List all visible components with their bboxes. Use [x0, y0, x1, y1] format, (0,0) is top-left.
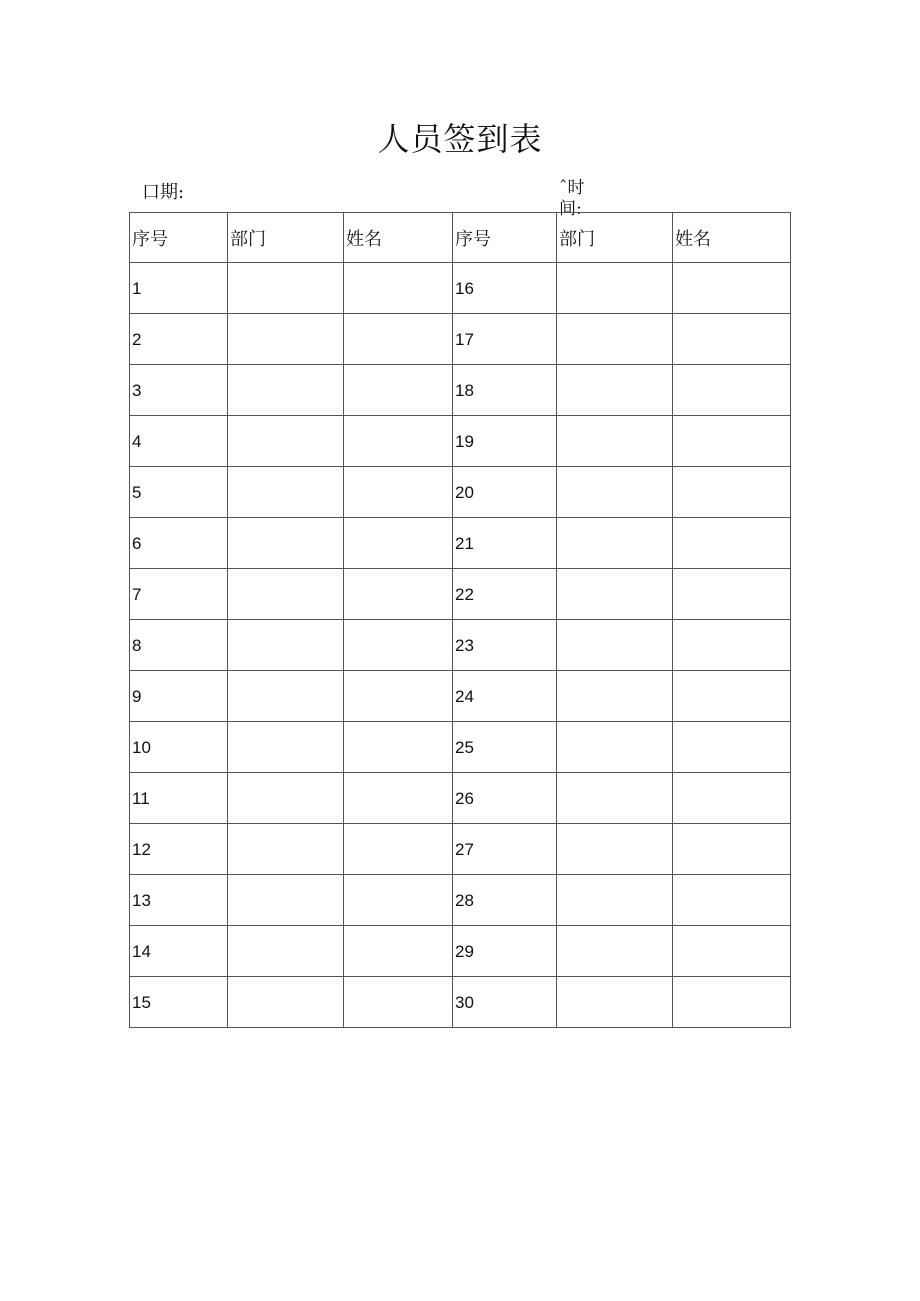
- name-cell[interactable]: [344, 416, 453, 467]
- table-row: [130, 824, 791, 875]
- department-cell[interactable]: [557, 314, 673, 365]
- serial-cell: 13: [130, 875, 228, 926]
- department-cell[interactable]: [557, 365, 673, 416]
- department-cell[interactable]: [228, 569, 344, 620]
- name-cell[interactable]: [344, 365, 453, 416]
- name-cell[interactable]: [344, 875, 453, 926]
- department-cell[interactable]: [557, 518, 673, 569]
- serial-cell: 20: [453, 467, 557, 518]
- table-row: [130, 518, 791, 569]
- department-cell[interactable]: [557, 875, 673, 926]
- header-department-right: 部门: [557, 213, 673, 263]
- department-cell[interactable]: [557, 263, 673, 314]
- department-cell[interactable]: [228, 977, 344, 1028]
- time-label: ˆ时间:: [559, 178, 585, 219]
- department-cell[interactable]: [557, 620, 673, 671]
- serial-cell: 19: [453, 416, 557, 467]
- department-cell[interactable]: [557, 569, 673, 620]
- sign-in-table: [129, 212, 791, 1028]
- department-cell[interactable]: [228, 671, 344, 722]
- department-cell[interactable]: [228, 263, 344, 314]
- serial-cell: 11: [130, 773, 228, 824]
- name-cell[interactable]: [673, 722, 791, 773]
- department-cell[interactable]: [557, 467, 673, 518]
- serial-cell: 12: [130, 824, 228, 875]
- name-cell[interactable]: [344, 569, 453, 620]
- name-cell[interactable]: [673, 416, 791, 467]
- table-row: [130, 365, 791, 416]
- name-cell[interactable]: [673, 875, 791, 926]
- department-cell[interactable]: [228, 416, 344, 467]
- department-cell[interactable]: [228, 824, 344, 875]
- table-row: [130, 467, 791, 518]
- name-cell[interactable]: [673, 824, 791, 875]
- name-cell[interactable]: [673, 977, 791, 1028]
- department-cell[interactable]: [228, 875, 344, 926]
- department-cell[interactable]: [228, 773, 344, 824]
- header-department-left: 部门: [228, 213, 344, 263]
- serial-cell: 24: [453, 671, 557, 722]
- name-cell[interactable]: [344, 314, 453, 365]
- header-serial-left: 序号: [130, 213, 228, 263]
- department-cell[interactable]: [557, 416, 673, 467]
- serial-cell: 29: [453, 926, 557, 977]
- name-cell[interactable]: [673, 518, 791, 569]
- name-cell[interactable]: [673, 773, 791, 824]
- header-serial-right: 序号: [453, 213, 557, 263]
- department-cell[interactable]: [557, 977, 673, 1028]
- name-cell[interactable]: [344, 722, 453, 773]
- name-cell[interactable]: [673, 926, 791, 977]
- name-cell[interactable]: [344, 671, 453, 722]
- date-label: 口期:: [142, 182, 185, 203]
- header-name-left: 姓名: [344, 213, 453, 263]
- name-cell[interactable]: [344, 977, 453, 1028]
- table-row: [130, 875, 791, 926]
- name-cell[interactable]: [344, 467, 453, 518]
- serial-cell: 3: [130, 365, 228, 416]
- department-cell[interactable]: [228, 518, 344, 569]
- table-row: [130, 314, 791, 365]
- serial-cell: 6: [130, 518, 228, 569]
- serial-cell: 23: [453, 620, 557, 671]
- department-cell[interactable]: [228, 467, 344, 518]
- department-cell[interactable]: [557, 824, 673, 875]
- page-title: 人员签到表: [377, 120, 543, 158]
- table-row: [130, 671, 791, 722]
- serial-cell: 15: [130, 977, 228, 1028]
- serial-cell: 7: [130, 569, 228, 620]
- name-cell[interactable]: [673, 467, 791, 518]
- serial-cell: 26: [453, 773, 557, 824]
- serial-cell: 14: [130, 926, 228, 977]
- name-cell[interactable]: [673, 365, 791, 416]
- table-row: [130, 926, 791, 977]
- serial-cell: 5: [130, 467, 228, 518]
- serial-cell: 30: [453, 977, 557, 1028]
- name-cell[interactable]: [673, 263, 791, 314]
- serial-cell: 10: [130, 722, 228, 773]
- serial-cell: 18: [453, 365, 557, 416]
- department-cell[interactable]: [228, 722, 344, 773]
- serial-cell: 4: [130, 416, 228, 467]
- serial-cell: 28: [453, 875, 557, 926]
- name-cell[interactable]: [344, 518, 453, 569]
- serial-cell: 9: [130, 671, 228, 722]
- department-cell[interactable]: [228, 365, 344, 416]
- serial-cell: 8: [130, 620, 228, 671]
- department-cell[interactable]: [228, 620, 344, 671]
- name-cell[interactable]: [344, 824, 453, 875]
- header-name-right: 姓名: [673, 213, 791, 263]
- table-row: [130, 620, 791, 671]
- serial-cell: 21: [453, 518, 557, 569]
- department-cell[interactable]: [557, 722, 673, 773]
- serial-cell: 27: [453, 824, 557, 875]
- department-cell[interactable]: [557, 926, 673, 977]
- name-cell[interactable]: [673, 314, 791, 365]
- department-cell[interactable]: [228, 926, 344, 977]
- serial-cell: 2: [130, 314, 228, 365]
- table-row: [130, 416, 791, 467]
- department-cell[interactable]: [557, 773, 673, 824]
- serial-cell: 16: [453, 263, 557, 314]
- serial-cell: 22: [453, 569, 557, 620]
- table-row: [130, 569, 791, 620]
- department-cell[interactable]: [557, 671, 673, 722]
- serial-cell: 17: [453, 314, 557, 365]
- name-cell[interactable]: [344, 773, 453, 824]
- name-cell[interactable]: [344, 620, 453, 671]
- department-cell[interactable]: [228, 314, 344, 365]
- serial-cell: 25: [453, 722, 557, 773]
- table-row: [130, 263, 791, 314]
- serial-cell: 1: [130, 263, 228, 314]
- name-cell[interactable]: [673, 671, 791, 722]
- table-row: [130, 977, 791, 1028]
- name-cell[interactable]: [344, 263, 453, 314]
- table-header-row: [130, 213, 791, 263]
- name-cell[interactable]: [344, 926, 453, 977]
- name-cell[interactable]: [673, 620, 791, 671]
- table-row: [130, 722, 791, 773]
- table-body: [130, 263, 791, 1028]
- table-row: [130, 773, 791, 824]
- name-cell[interactable]: [673, 569, 791, 620]
